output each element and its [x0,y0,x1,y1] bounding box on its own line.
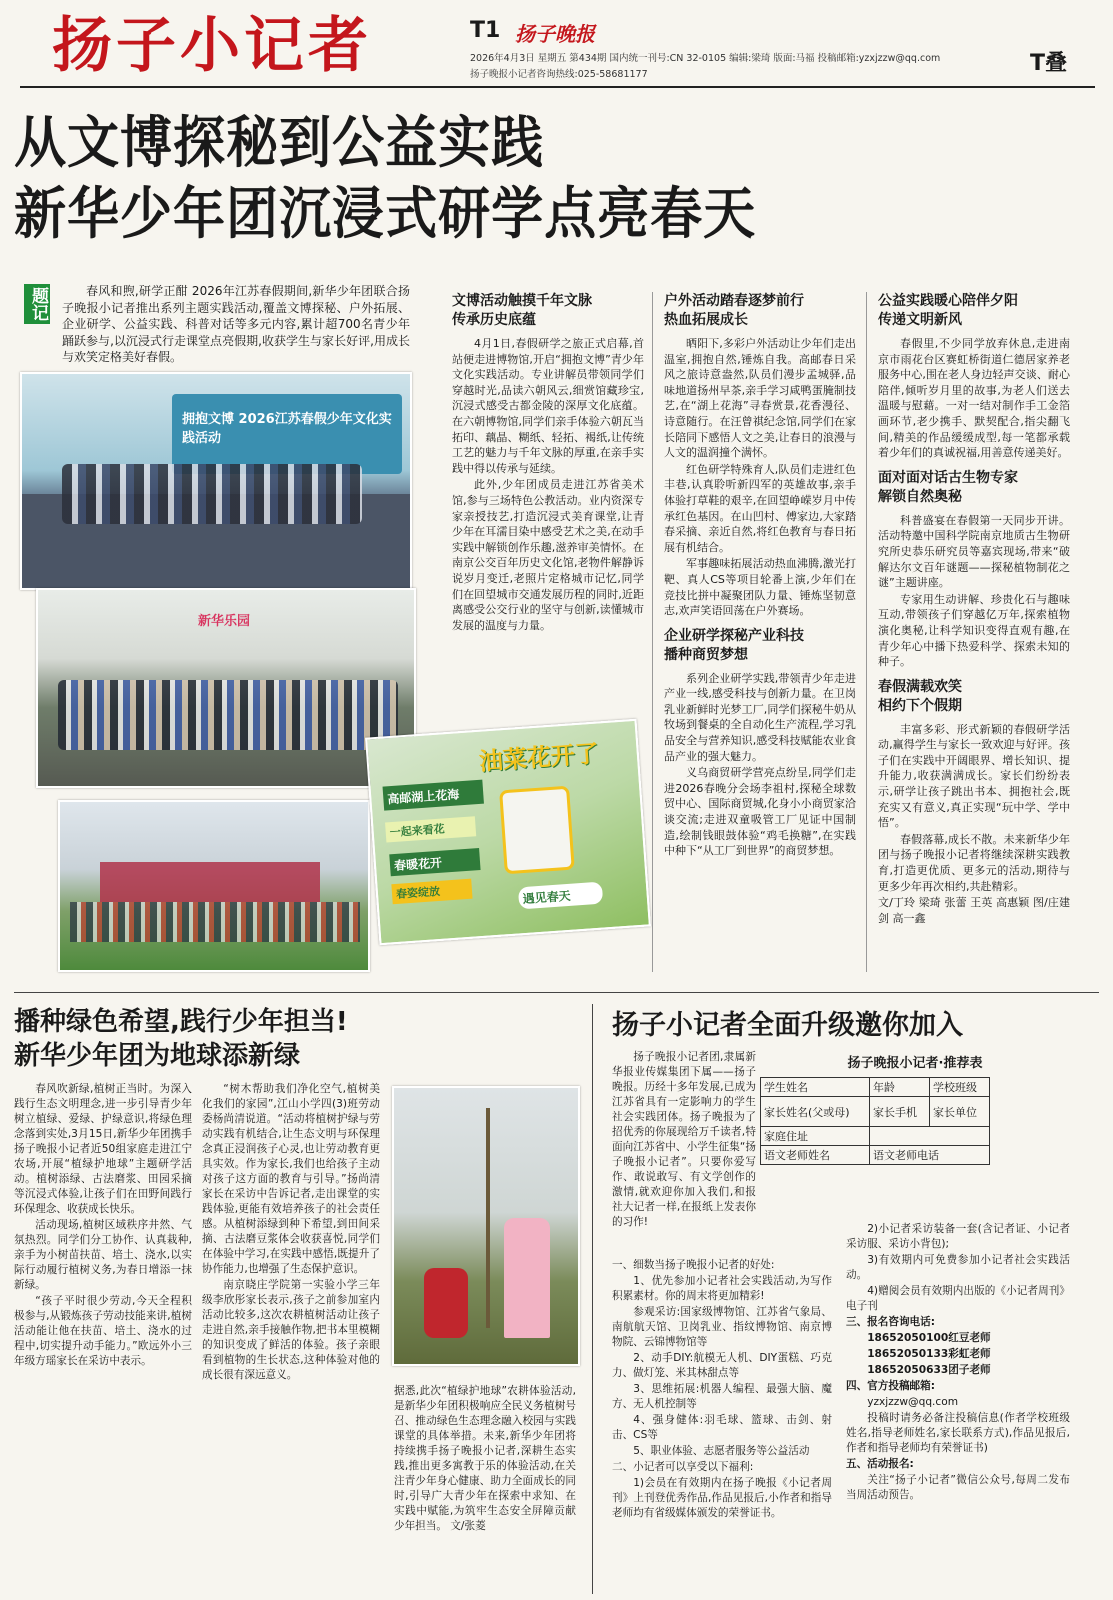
photo4-sign2: 高邮湖上花海 [383,780,484,811]
phone-number: 18652050100红豆老师 [867,1332,991,1344]
column-divider [592,1004,593,1594]
story3-item: 2)小记者采访装备一套(含记者证、小记者采访服、采访小背包); [846,1223,1070,1250]
page-number: T1 [470,18,501,43]
story3-section: 五、活动报名: [846,1458,914,1470]
form-cell[interactable] [869,1127,989,1146]
photo4-sign6: 遇见春天 [518,882,603,910]
story3-item: 投稿时请务必备注投稿信息(作者学校班级姓名,指导老师姓名,家长联系方式),作品见报后,作者和指导老师均有荣誉证书) [846,1412,1070,1454]
story3-item: 2、动手DIY:航模无人机、DIY蛋糕、巧克力、做灯笼、米其林甜点等 [612,1352,832,1379]
story2-paragraph: “孩子平时很少劳动,今天全程积极参与,从锻炼孩子劳动技能来讲,植树活动能让他在扶苗、培土、浇水的过程中,切实提升动手能力。”欧远外小三年级方瑶家长在采访中表示。 [14,1295,192,1367]
column-1 [452,292,644,634]
col3-paragraph: 春假落幕,成长不散。未来新华少年团与扬子晚报小记者将继续深耕实践教育,打造更优质、更多元的活动,期待与更多少年再次相约,共赴精彩。 [878,832,1070,893]
col2-paragraph: 红色研学特殊育人,队员们走进红色丰巷,认真聆听新四军的英雄故事,亲手体验打草鞋的艰辛,在回望峥嵘岁月中传承红色基因。在山凹村、傅家边,大家踏春采摘、亲近自然,将红色教育与春日拓展有机结合。 [664,462,856,554]
form-cell[interactable]: 学校班级 [929,1078,989,1097]
edition-label: T叠 [1030,51,1068,76]
form-cell[interactable]: 家庭住址 [761,1127,870,1146]
form-cell[interactable]: 语文老师姓名 [761,1146,870,1165]
story2-paragraph: 南京晓庄学院第一实验小学三年级李欣彤家长表示,孩子之前参加室内活动比较多,这次农耕植树活动让孩子走进自然,亲手接触作物,把书本里模糊的知识变成了鲜活的体验。孩子亲眼看到植物的生长状态,这种体验对他的成长很有深远意义。 [202,1279,380,1381]
story3-section: 一、细数当扬子晚报小记者的好处: [612,1259,775,1271]
col3-subheading: 公益实践暖心陪伴夕阳 传递文明新风 [878,293,1018,328]
story3-section: 三、报名咨询电话: [846,1316,935,1328]
masthead-title: 扬子小记者 [52,11,372,81]
story3-item: 1、优先参加小记者社会实践活动,为写作积累素材。你的周末将更加精彩! [612,1275,832,1302]
form-cell[interactable]: 家长单位 [929,1097,989,1127]
form-cell[interactable]: 家长姓名(父或母) [761,1097,870,1127]
col1-subheading: 文博活动触摸千年文脉 传承历史底蕴 [452,293,592,328]
photo-farm-group [58,800,370,972]
submission-email: yzxjzzw@qq.com [867,1396,959,1408]
story3-item: 关注“扬子小记者”微信公众号,每周二发布当周活动预告。 [846,1474,1070,1501]
section-divider [14,992,1099,993]
story3-item: 4)赠阅会员有效期内出版的《小记者周刊》电子刊 [846,1285,1070,1312]
photo4-sign1: 油菜花开了 [478,739,600,776]
photo4-sign3: 一起来看花 [385,816,476,842]
story2-column-2 [202,1082,380,1384]
table-row [761,1127,990,1146]
story2-column-1 [14,1082,192,1370]
story2-caption [394,1384,576,1534]
col3-paragraph: 科普盛宴在春假第一天同步开讲。活动特邀中国科学院南京地质古生物研究所史恭乐研究员等嘉宾现场,带来“破解达尔文百年谜题——探秘植物制花之谜”主题讲座。 [878,513,1070,590]
col2-paragraph: 系列企业研学实践,带领青少年走进产业一线,感受科技与创新力量。在卫岗乳业新鲜时光梦工厂,同学们探秘牛奶从牧场到餐桌的全自动化生产流程,学习乳品安全与营养知识,感受科技赋能农业食品产业的强大魅力。 [664,671,856,763]
photo-tree-planting [392,1086,580,1366]
photo4-sign5: 春姿绽放 [391,879,472,905]
column-2 [664,292,856,860]
story3-item: 5、职业体验、志愿者服务等公益活动 [633,1445,810,1457]
table-row [761,1097,990,1127]
story3-column-2 [846,1222,1070,1504]
story2-title-2: 新华少年团为地球添新绿 [14,1041,301,1071]
paper-name: 扬子晚报 [515,22,595,46]
col2-subheading: 户外活动踏春逐梦前行 热血拓展成长 [664,293,804,328]
col2-paragraph: 军事趣味拓展活动热血沸腾,激光打靶、真人CS等项目轮番上演,少年们在竞技比拼中凝聚团队力量、锤炼坚韧意志,欢声笑语回荡在户外赛场。 [664,557,856,618]
story2-paragraph: 据悉,此次“植绿护地球”农耕体验活动,是新华少年团积极响应全民义务植树号召、推动绿色生态理念融入校园与实践课堂的具体举措。未来,新华少年团将持续携手扬子晚报小记者,深耕生态实践,推出更多寓教于乐的体验活动,在关注青少年身心健康、助力全面成长的同时,引导广大青少年在探索中求知、在实践中赋能,为筑牢生态安全屏障贡献少年担当。 [394,1385,576,1532]
lead-paragraph: 春风和煦,研学正酣 2026年江苏春假期间,新华少年团联合扬子晚报小记者推出系列主题实践活动,覆盖文博探秘、户外拓展、企业研学、公益实践、科普对话等多元内容,累计超700名青少年踊跃参与,以沉浸式行走课堂点亮假期,收获学生与家长好评,用成长与欢笑定格美好春假。 [62,284,410,364]
photo1-banner: 拥抱文博 2026江苏春假少年文化实践活动 [182,412,392,446]
hotline: 扬子晚报小记者咨询热线:025-58681177 [470,69,648,80]
col2-paragraph: 义乌商贸研学营亮点纷呈,同学们走进2026春晚分会场李祖村,探秘全球数贸中心、国际商贸城,化身小小商贸家洽谈交流;走进双童吸管工厂见证中国制造,绘制钱眼鼓体验“鸡毛换糖”,在实践中种下“从工厂到世界”的商贸梦想。 [664,766,856,858]
photo-park-group [36,588,416,788]
headline-line-1: 从文博探秘到公益实践 [14,111,545,176]
form-title: 扬子晚报小记者·推荐表 [847,1056,983,1071]
recommendation-form [760,1052,1070,1165]
col3-paragraph: 专家用生动讲解、珍贵化石与趣味互动,带领孩子们穿越亿万年,探索植物演化奥秘,让科学知识变得直观有趣,在青少年心中播下热爱科学、探索未知的种子。 [878,592,1070,669]
tag-label: 题记 [24,284,50,324]
phone-number: 18652050133彩虹老师 [867,1348,991,1360]
column-3 [878,292,1070,927]
col3-subheading: 面对面对话古生物专家 解锁自然奥秘 [878,469,1018,505]
story3-item: 4、强身健体:羽毛球、篮球、击剑、射击、CS等 [612,1414,832,1441]
photo2-banner: 新华乐园 [198,614,251,629]
phone-number: 18652050633团子老师 [867,1364,991,1376]
story3-item: 参观采访:国家级博物馆、江苏省气象局、南航航天馆、卫岗乳业、指纹博物馆、南京博物院、云锦博物馆等 [612,1306,832,1348]
story3-item: 1)会员在有效期内在扬子晚报《小记者周刊》上刊登优秀作品,作品见报后,小作者和指导老师均有省级媒体颁发的荣誉证书。 [612,1477,832,1519]
lead-byline: 文/丁玲 梁琦 张蕾 王英 高惠颖 图/庄建剑 高一鑫 [878,896,1070,925]
col1-paragraph: 4月1日,春假研学之旅正式启幕,首站便走进博物馆,开启“拥抱文博”青少年文化实践活动。专业讲解员带领同学们穿越时光,品读六朝风云,细赏馆藏珍宝,沉浸式感受古都金陵的深厚文化底蕴。在六朝博物馆,同学们亲手体验六朝瓦当拓印、藕晶、糊纸、轻拓、褐纸,让传统工艺的魅力与千年文脉的厚重,在亲手实践中得以传承与延续。 [452,337,644,475]
table-row [761,1146,990,1165]
story3-title: 扬子小记者全面升级邀你加入 [612,1010,963,1041]
story2-title-1: 播种绿色希望,践行少年担当! [14,1007,348,1037]
form-cell[interactable]: 学生姓名 [761,1078,870,1097]
story3-paragraph: 扬子晚报小记者团,隶属新华报业传媒集团下属——扬子晚报。历经十多年发展,已成为江苏省具有一定影响力的学生社会实践团体。扬子晚报为了招优秀的你展现给万千读者,特面向江苏省中、小学生征集“扬子晚报小记者”。只要你爱写作、敢说敢写、有文学创作的激情,就欢迎你加入我们,和报社大记者一样,在报纸上发表你的习作! [612,1051,756,1228]
form-cell[interactable]: 年龄 [869,1078,929,1097]
table-row [761,1078,990,1097]
story3-intro [612,1050,756,1231]
headline-line-2: 新华少年团沉浸式研学点亮春天 [14,182,757,247]
photo4-sign4: 春暖花开 [389,848,480,876]
col3-paragraph: 春假里,不少同学放弃休息,走进南京市雨花台区赛虹桥街道仁德居家养老服务中心,围在老人身边轻声交谈、耐心陪伴,倾听岁月里的故事,为老人们送去温暖与慰藉。一对一结对制作手工金箔画环节,老少携手、默契配合,指尖翻飞间,精美的作品缓缓成型,每一笔都承载着少年们的真诚祝福,用善意传递美好。 [878,337,1070,460]
col1-paragraph: 此外,少年团成员走进江苏省美术馆,参与三场特色公教活动。业内资深专家亲授技艺,打造沉浸式美育课堂,让青少年在耳濡目染中感受艺术之美,在动手实践中解锁创作乐趣,滋养审美情怀。在南京公交百年历史文化馆,老物件解静诉说岁月变迁,老照片定格城市记忆,同学们在回望城市交通发展历程的同时,近距离感受公交行业的坚守与创新,读懂城市发展的温度与力量。 [452,478,644,632]
form-cell[interactable]: 语文老师电话 [869,1146,989,1165]
story3-column-1 [612,1258,832,1522]
photo-museum-group [20,372,412,590]
story3-item: 3、思维拓展:机器人编程、最强大脑、魔方、无人机控制等 [612,1383,832,1410]
story2-paragraph: 春风吹新绿,植树正当时。为深入践行生态文明理念,进一步引导青少年树立植绿、爱绿、护绿意识,将绿色理念落到实处,3月15日,新华少年团携手扬子晚报小记者近50组家庭走进江宁农场,开展“植绿护地球”主题研学活动。植树添绿、古法磨浆、田园采摘等沉浸式体验,让孩子们在田野间践行环保理念、收获成长快乐。 [14,1083,192,1215]
story2-byline: 文/张菱 [450,1520,486,1532]
form-table [760,1077,990,1165]
story3-section: 二、小记者可以享受以下福利: [612,1461,754,1473]
form-cell[interactable]: 家长手机 [869,1097,929,1127]
story2-paragraph: 活动现场,植树区域秩序井然、气氛热烈。同学们分工协作、认真栽种,亲手为小树苗扶苗、培土、浇水,以实际行动履行植树义务,为春日增添一抹新绿。 [14,1219,192,1291]
story3-section: 四、官方投稿邮箱: [846,1380,935,1392]
photo-flower-sign [365,719,651,945]
story2-paragraph: “树木帮助我们净化空气,植树美化我们的家园”,江山小学四(3)班劳动委杨尚清说道。“活动将植树护绿与劳动实践有机结合,让生态文明与环保理念真正浸润孩子心灵,也让劳动教育更具实效。作为家长,我们也给孩子主动对孩子这方面的教育与引导。”扬尚清家长在采访中告诉记者,走出课堂的实践体验,更能有效培养孩子的社会责任感。从植树添绿到种下希望,到田间采摘、古法磨豆浆体会收获喜悦,同学们在体验中学习,在实践中感悟,既提升了协作能力,也增强了生态保护意识。 [202,1083,380,1275]
col3-subheading: 春假满载欢笑 相约下个假期 [878,678,962,714]
story3-item: 3)有效期内可免费参加小记者社会实践活动。 [846,1254,1070,1281]
col3-paragraph: 丰富多彩、形式新颖的春假研学活动,赢得学生与家长一致欢迎与好评。孩子们在实践中开阔眼界、增长知识、提升能力,收获满满成长。家长们纷纷表示,研学让孩子跳出书本、拥抱社会,既充实又有意义,真正实现“玩中学、学中悟”。 [878,722,1070,830]
col2-subheading: 企业研学探秘产业科技 播种商贸梦想 [664,627,804,663]
col2-paragraph: 晒阳下,多彩户外活动让少年们走出温室,拥抱自然,锤炼自我。高邮春日采风之旅诗意盎然,队员们漫步孟城驿,品味地道扬州早茶,亲手学习咸鸭蛋腌制技艺,在“湖上花海”寻春赏景,花香漫径、诗意随行。在汪曾祺纪念馆,同学们在家长陪同下感悟人文之美,让春日的浪漫与人文的温润撞个满怀。 [664,337,856,460]
masthead-rule [20,86,1095,88]
issue-line: 2026年4月3日 星期五 第434期 国内统一刊号:CN 32-0105 编辑:梁琦 版面:马福 投稿邮箱:yzxjzzw@qq.com [470,53,941,64]
